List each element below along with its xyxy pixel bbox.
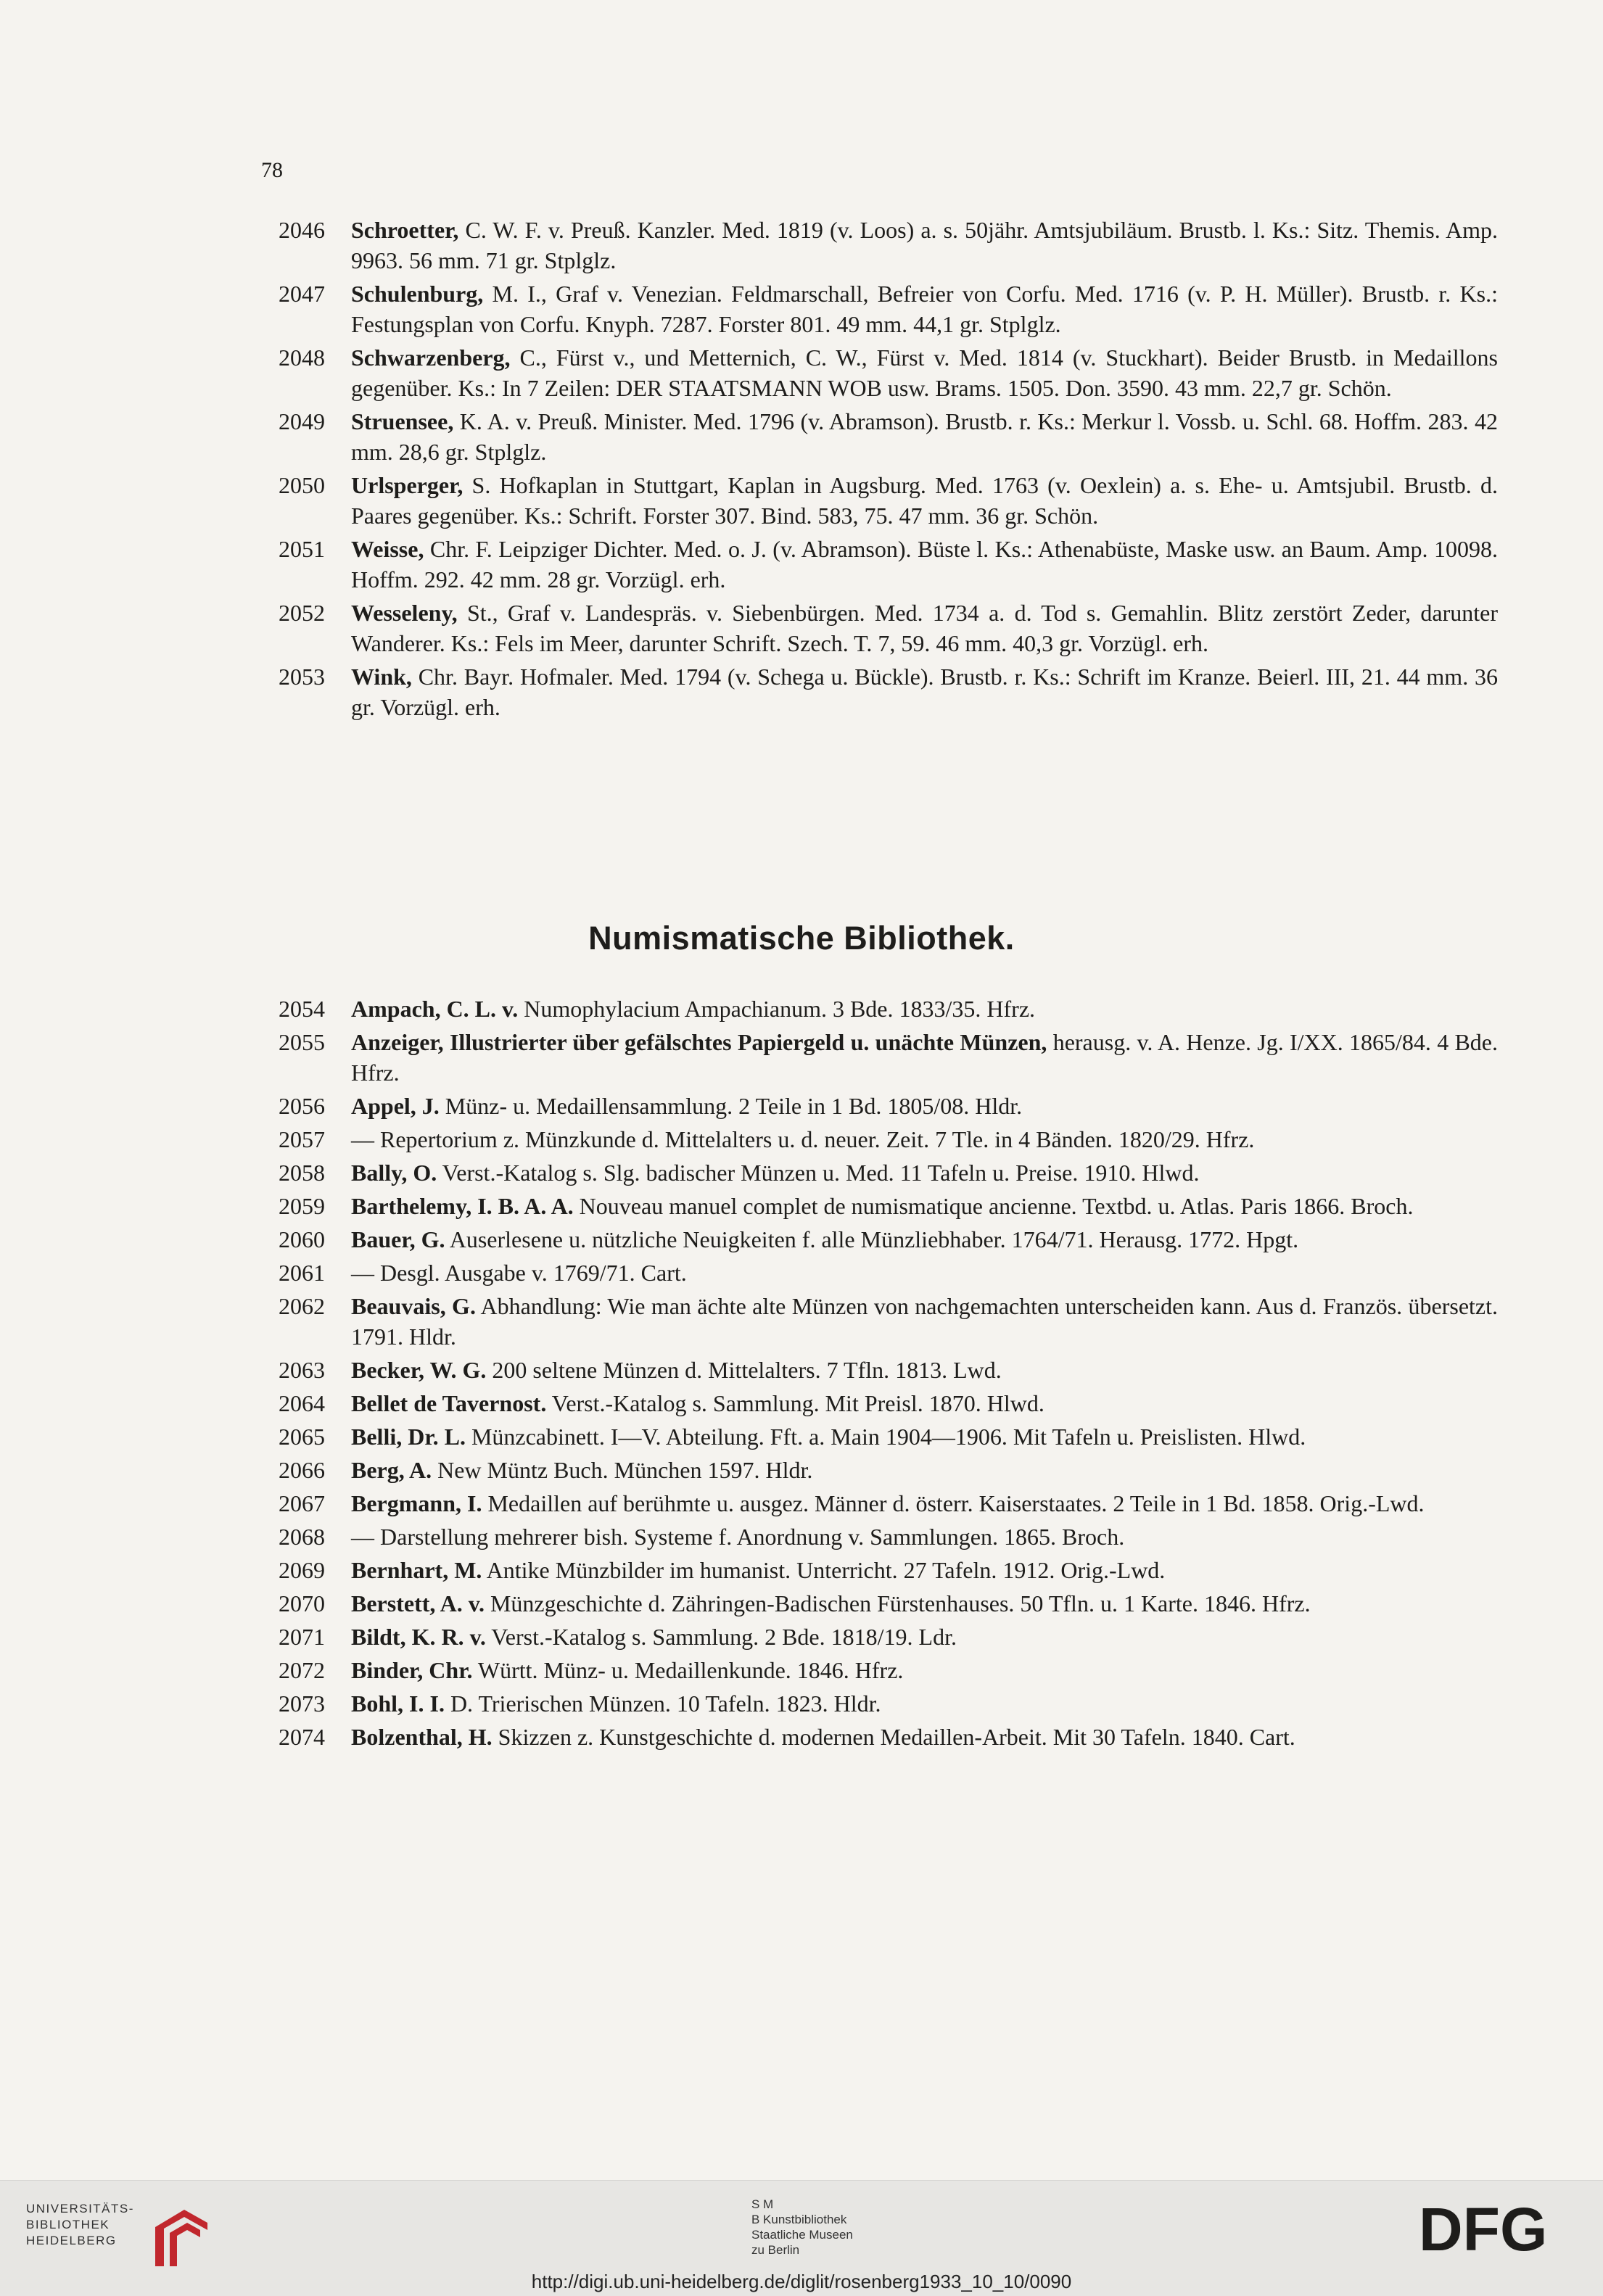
entry-name: Schulenburg,	[351, 281, 484, 307]
entry-number: 2064	[279, 1390, 325, 1416]
catalog-entry	[270, 1258, 1498, 1288]
catalog-entry	[270, 534, 1498, 595]
entry-description: C., Fürst v., und Metternich, C. W., Fürst v. Med. 1814 (v. Stuckhart). Beider Brustb. in Medaillons gegenüber. Ks.: In 7 Zeilen: DER STAATSMANN WOB usw. Brams. 1505. Don. 3590. 43 mm. 22,7 gr. Schön.	[351, 344, 1498, 401]
entry-number: 2063	[279, 1357, 325, 1383]
entry-description: Skizzen z. Kunstgeschichte d. modernen Medaillen-Arbeit. Mit 30 Tafeln. 1840. Cart.	[492, 1724, 1295, 1750]
entry-number: 2060	[279, 1226, 325, 1252]
catalog-entry	[270, 1521, 1498, 1552]
dfg-logo-text: DFG	[1419, 2201, 1548, 2255]
entry-description: C. W. F. v. Preuß. Kanzler. Med. 1819 (v. Loos) a. s. 50jähr. Amtsjubiläum. Brustb. l. Ks.: Sitz. Themis. Amp. 9963. 56 mm. 71 gr. Stplglz.	[351, 217, 1498, 273]
entry-description: M. I., Graf v. Venezian. Feldmarschall, Befreier von Corfu. Med. 1716 (v. P. H. Müller). Brustb. r. Ks.: Festungsplan von Corfu. Knyph. 7287. Forster 801. 49 mm. 44,1 gr. Stplglz.	[351, 281, 1498, 337]
entry-name: Barthelemy, I. B. A. A.	[351, 1193, 574, 1219]
entry-number: 2057	[279, 1126, 325, 1152]
entry-number: 2061	[279, 1260, 325, 1286]
section-title: Numismatische Bibliothek.	[588, 920, 1015, 957]
catalog-entry	[270, 1655, 1498, 1685]
catalog-entry	[270, 342, 1498, 403]
catalog-entry	[270, 1622, 1498, 1652]
entry-name: Beauvais, G.	[351, 1293, 476, 1319]
entry-description: Antike Münzbilder im humanist. Unterricht. 27 Tafeln. 1912. Orig.-Lwd.	[482, 1557, 1166, 1583]
entry-name: Becker, W. G.	[351, 1357, 487, 1383]
catalog-entry	[270, 1091, 1498, 1121]
entry-description: Abhandlung: Wie man ächte alte Münzen von nachgemachten unterscheiden kann. Aus d. Französ. übersetzt. 1791. Hldr.	[351, 1293, 1499, 1350]
catalog-entry	[270, 470, 1498, 531]
page-number: 78	[261, 158, 283, 182]
catalog-entry	[270, 406, 1498, 467]
entry-number: 2053	[279, 664, 325, 690]
entry-description: S. Hofkaplan in Stuttgart, Kaplan in Augsburg. Med. 1763 (v. Oexlein) a. s. Ehe- u. Amtsjubil. Brustb. d. Paares gegenüber. Ks.: Schrift. Forster 307. Bind. 583, 75. 47 mm. 36 gr. Schön.	[351, 472, 1498, 529]
entry-name: Schwarzenberg,	[351, 344, 511, 371]
catalog-entry	[270, 1191, 1498, 1221]
entry-description: Münzcabinett. I—V. Abteilung. Fft. a. Main 1904—1906. Mit Tafeln u. Preislisten. Hlwd.	[465, 1424, 1306, 1450]
entry-name: Bellet de Tavernost.	[351, 1390, 547, 1416]
entry-name: Anzeiger, Illustrierter über gefälschtes Papiergeld u. unächte Münzen,	[351, 1029, 1047, 1055]
entry-number: 2066	[279, 1457, 325, 1483]
catalog-entry	[270, 1688, 1498, 1719]
entry-description: — Repertorium z. Münzkunde d. Mittelalters u. d. neuer. Zeit. 7 Tle. in 4 Bänden. 1820/29. Hfrz.	[351, 1126, 1255, 1152]
entry-description: — Darstellung mehrerer bish. Systeme f. Anordnung v. Sammlungen. 1865. Broch.	[351, 1524, 1125, 1550]
entry-number: 2069	[279, 1557, 325, 1583]
entry-number: 2054	[279, 996, 325, 1022]
entry-name: Bergmann, I.	[351, 1490, 482, 1516]
entry-number: 2056	[279, 1093, 325, 1119]
catalog-entry	[270, 1421, 1498, 1452]
catalog-entry	[270, 1027, 1498, 1088]
entry-number: 2074	[279, 1724, 325, 1750]
catalog-entry	[270, 598, 1498, 658]
entry-number: 2049	[279, 408, 325, 434]
entry-name: Wink,	[351, 664, 412, 690]
entry-description: K. A. v. Preuß. Minister. Med. 1796 (v. Abramson). Brustb. r. Ks.: Merkur l. Vossb. u. Schl. 68. Hoffm. 283. 42 mm. 28,6 gr. Stplglz.	[351, 408, 1498, 465]
entry-name: Bauer, G.	[351, 1226, 445, 1252]
catalog-entry	[270, 1722, 1498, 1752]
entry-name: Wesseleny,	[351, 600, 458, 626]
entry-name: Ampach, C. L. v.	[351, 996, 519, 1022]
entry-description: — Desgl. Ausgabe v. 1769/71. Cart.	[351, 1260, 687, 1286]
entry-number: 2073	[279, 1690, 325, 1717]
entry-number: 2071	[279, 1624, 325, 1650]
entry-number: 2048	[279, 344, 325, 371]
entry-number: 2050	[279, 472, 325, 498]
entry-name: Bernhart, M.	[351, 1557, 482, 1583]
entry-name: Struensee,	[351, 408, 454, 434]
catalog-entry	[270, 1588, 1498, 1619]
library-entries-list	[270, 994, 1498, 1755]
catalog-entry	[270, 1124, 1498, 1155]
entry-name: Berstett, A. v.	[351, 1590, 485, 1616]
entry-description: Chr. Bayr. Hofmaler. Med. 1794 (v. Schega u. Bückle). Brustb. r. Ks.: Schrift im Kranze. Beierl. III, 21. 44 mm. 36 gr. Vorzügl. erh.	[351, 664, 1498, 720]
entry-description: D. Trierischen Münzen. 10 Tafeln. 1823. Hldr.	[444, 1690, 881, 1717]
entry-name: Belli, Dr. L.	[351, 1424, 466, 1450]
entry-description: Münz- u. Medaillensammlung. 2 Teile in 1 Bd. 1805/08. Hldr.	[439, 1093, 1023, 1119]
entry-name: Berg, A.	[351, 1457, 432, 1483]
entry-number: 2070	[279, 1590, 325, 1616]
entry-number: 2067	[279, 1490, 325, 1516]
entry-number: 2058	[279, 1160, 325, 1186]
entry-description: St., Graf v. Landespräs. v. Siebenbürgen. Med. 1734 a. d. Tod s. Gemahlin. Blitz zerstört Zeder, darunter Wanderer. Ks.: Fels im Meer, darunter Schrift. Szech. T. 7, 59. 46 mm. 40,3 gr. Vorzügl. erh.	[351, 600, 1498, 656]
footer-bar	[0, 2180, 1603, 2296]
entry-description: Numophylacium Ampachianum. 3 Bde. 1833/35. Hfrz.	[518, 996, 1036, 1022]
smb-kunstbibliothek-logo[interactable]: S M B Kunstbibliothek Staatliche Museen zu Berlin	[751, 2197, 853, 2257]
entry-number: 2047	[279, 281, 325, 307]
entry-name: Urlsperger,	[351, 472, 463, 498]
entry-name: Bally, O.	[351, 1160, 437, 1186]
entry-number: 2046	[279, 217, 325, 243]
catalog-entry	[270, 661, 1498, 722]
entry-description: Württ. Münz- u. Medaillenkunde. 1846. Hfrz.	[472, 1657, 904, 1683]
entry-name: Schroetter,	[351, 217, 459, 243]
library-name: UNIVERSITÄTS- BIBLIOTHEK HEIDELBERG	[26, 2202, 134, 2247]
entry-number: 2051	[279, 536, 325, 562]
entry-description: Münzgeschichte d. Zähringen-Badischen Fürstenhauses. 50 Tfln. u. 1 Karte. 1846. Hfrz.	[484, 1590, 1311, 1616]
entry-description: herausg. v. A. Henze. Jg. I/XX. 1865/84. 4 Bde. Hfrz.	[351, 1029, 1499, 1086]
entry-name: Bolzenthal, H.	[351, 1724, 493, 1750]
catalog-entry	[270, 1224, 1498, 1255]
catalog-entry	[270, 1455, 1498, 1485]
entry-description: Nouveau manuel complet de numismatique ancienne. Textbd. u. Atlas. Paris 1866. Broch.	[573, 1193, 1414, 1219]
catalog-entry	[270, 1355, 1498, 1385]
university-library-logo[interactable]	[26, 2201, 215, 2274]
entry-description: Verst.-Katalog s. Sammlung. 2 Bde. 1818/19. Ldr.	[485, 1624, 957, 1650]
catalog-entry	[270, 1291, 1498, 1352]
entry-name: Bildt, K. R. v.	[351, 1624, 486, 1650]
entry-name: Binder, Chr.	[351, 1657, 473, 1683]
entry-description: Auserlesene u. nützliche Neuigkeiten f. alle Münzliebhaber. 1764/71. Herausg. 1772. Hpgt.	[445, 1226, 1299, 1252]
entry-description: Verst.-Katalog s. Slg. badischer Münzen u. Med. 11 Tafeln u. Preise. 1910. Hlwd.	[437, 1160, 1200, 1186]
entry-number: 2059	[279, 1193, 325, 1219]
dfg-logo[interactable]	[1419, 2201, 1571, 2255]
entry-name: Appel, J.	[351, 1093, 440, 1119]
source-url-link[interactable]: http://digi.ub.uni-heidelberg.de/diglit/rosenberg1933_10_10/0090	[531, 2271, 1072, 2292]
catalog-entry	[270, 1555, 1498, 1585]
catalog-entry	[270, 1488, 1498, 1519]
entry-name: Weisse,	[351, 536, 424, 562]
entry-number: 2068	[279, 1524, 325, 1550]
catalog-entry	[270, 278, 1498, 339]
entry-number: 2065	[279, 1424, 325, 1450]
library-emblem-icon	[149, 2205, 213, 2272]
entry-description: Medaillen auf berühmte u. ausgez. Männer d. österr. Kaiserstaates. 2 Teile in 1 Bd. 1858. Orig.-Lwd.	[482, 1490, 1425, 1516]
catalog-entry	[270, 994, 1498, 1024]
entry-number: 2072	[279, 1657, 325, 1683]
entry-number: 2062	[279, 1293, 325, 1319]
catalog-entry	[270, 1388, 1498, 1419]
entry-description: 200 seltene Münzen d. Mittelalters. 7 Tfln. 1813. Lwd.	[486, 1357, 1002, 1383]
entry-description: New Müntz Buch. München 1597. Hldr.	[432, 1457, 813, 1483]
entry-number: 2055	[279, 1029, 325, 1055]
catalog-entry	[270, 1157, 1498, 1188]
coin-entries-list	[270, 215, 1498, 725]
entry-number: 2052	[279, 600, 325, 626]
catalog-entry	[270, 215, 1498, 276]
entry-name: Bohl, I. I.	[351, 1690, 445, 1717]
entry-description: Verst.-Katalog s. Sammlung. Mit Preisl. 1870. Hlwd.	[546, 1390, 1044, 1416]
entry-description: Chr. F. Leipziger Dichter. Med. o. J. (v. Abramson). Büste l. Ks.: Athenabüste, Maske usw. an Baum. Amp. 10098. Hoffm. 292. 42 mm. 28 gr. Vorzügl. erh.	[351, 536, 1498, 592]
